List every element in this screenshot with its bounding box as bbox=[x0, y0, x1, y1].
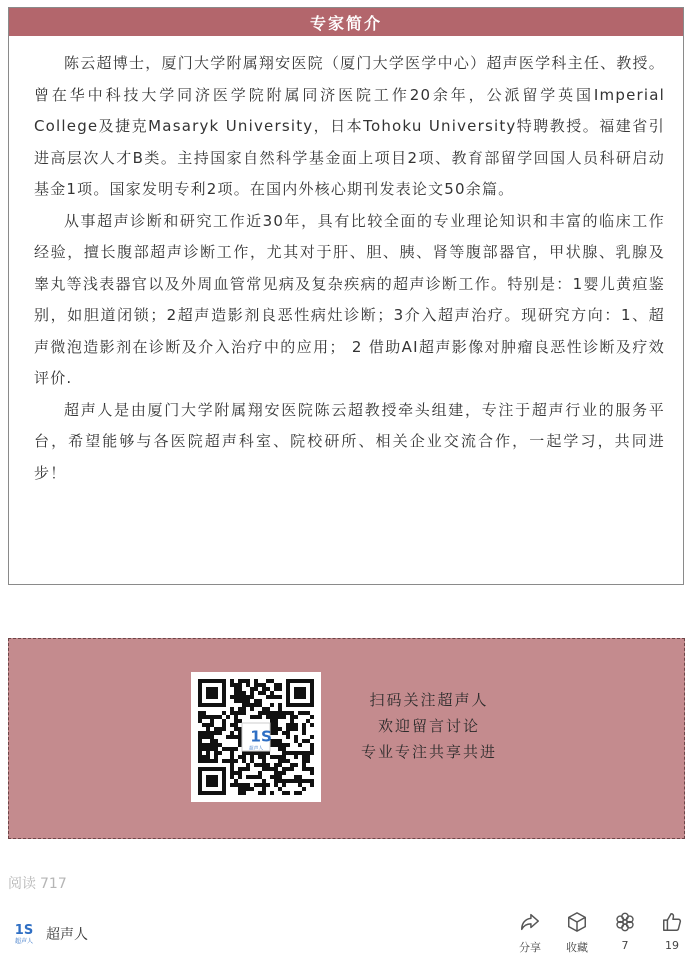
thumb-up-icon bbox=[661, 911, 683, 933]
qr-caption-line-2: 欢迎留言讨论 bbox=[377, 717, 480, 735]
qr-caption-line-1: 扫码关注超声人 bbox=[369, 691, 489, 709]
profile-paragraph-3: 超声人是由厦门大学附属翔安医院陈云超教授牵头组建，专注于超声行业的服务平台，希望能够与各医院超声科室、院校研所、相关企业交流合作，一起学习，共同进步！ bbox=[34, 400, 665, 482]
share-button[interactable] bbox=[506, 911, 554, 955]
qr-code-image bbox=[198, 679, 314, 795]
qr-code[interactable] bbox=[191, 672, 321, 802]
author-logo-icon[interactable] bbox=[11, 919, 37, 945]
profile-paragraph-2: 从事超声诊断和研究工作近30年，具有比较全面的专业理论知识和丰富的临床工作经验，擅长腹部超声诊断工作，尤其对于肝、胆、胰、肾等腹部器官，甲状腺、乳腺及睾丸等浅表器官以及外周血管常见病及复杂疾病的超声诊断工作。特别是：1婴儿黄疸鉴别，如胆道闭锁；2超声造影剂良恶性病灶诊断；3介入超声治疗。现研究方向：1、超声微泡造影剂在诊断及介入治疗中的应用； 2 借助AI超声影像对肿瘤良恶性诊断及疗效评价. bbox=[34, 211, 665, 387]
profile-body bbox=[9, 36, 683, 489]
favorite-label: 收藏 bbox=[566, 941, 588, 954]
share-label: 分享 bbox=[519, 941, 541, 954]
like-button[interactable] bbox=[601, 911, 649, 952]
read-count bbox=[8, 873, 67, 893]
author-name[interactable]: 超声人 bbox=[46, 927, 88, 943]
box-icon bbox=[566, 911, 588, 933]
share-icon bbox=[519, 911, 541, 933]
qr-promo-panel bbox=[8, 638, 685, 839]
svg-text:1S: 1S bbox=[14, 923, 34, 938]
profile-paragraph-1: 陈云超博士，厦门大学附属翔安医院（厦门大学医学中心）超声医学科主任、教授。曾在华中科技大学同济医学院附属同济医院工作20余年，公派留学英国Imperial College及捷克Masaryk University，日本Tohoku University特聘教授。福建省引进高层次人才B类。主持国家自然科学基金面上项目2项、教育部留学回国人员科研启动基金1项。国家发明专利2项。在国内外核心期刊发表论文50余篇。 bbox=[34, 54, 665, 198]
author-logo-text: 超声人 bbox=[14, 938, 34, 945]
thumb-up-button[interactable] bbox=[648, 911, 694, 952]
qr-center-logo: 1S bbox=[250, 727, 272, 746]
profile-section bbox=[8, 7, 684, 585]
read-label: 阅读 bbox=[8, 876, 36, 892]
profile-header: 专家简介 bbox=[9, 8, 683, 36]
qr-caption-line-3: 专业专注共享共进 bbox=[360, 743, 497, 761]
qr-center-logo-text: 超声人 bbox=[248, 746, 264, 752]
like-count: 7 bbox=[621, 939, 629, 952]
flower-icon bbox=[614, 911, 636, 933]
qr-caption bbox=[329, 687, 529, 765]
thumb-up-count: 19 bbox=[665, 939, 679, 952]
read-value: 717 bbox=[40, 876, 67, 892]
favorite-button[interactable] bbox=[553, 911, 601, 955]
